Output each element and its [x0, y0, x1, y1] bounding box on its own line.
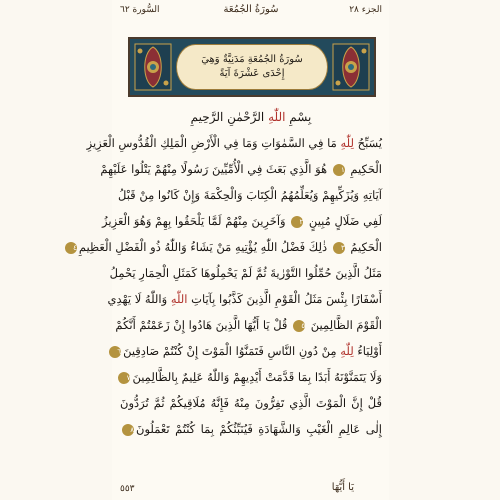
- ayah-marker: ٢: [291, 216, 303, 228]
- verse-line: [107, 286, 382, 312]
- catchword: يَا أَيُّهَا: [331, 482, 354, 493]
- line-text: مَثَلُ الَّذِينَ حُمِّلُوا التَّوْرٰيةَ ثُمَّ لَمْ يَحْمِلُوهَا كَمَثَلِ الْحِمَارِ يَحْمِلُ: [109, 266, 382, 280]
- ayah-marker: ٦: [109, 346, 121, 358]
- line-text: وَاللّٰهُ لَا يَهْدِي: [107, 292, 171, 306]
- ornament-right-icon: [332, 43, 370, 91]
- ayah-marker: ٧: [118, 372, 130, 384]
- ayah-marker: ١: [333, 164, 345, 176]
- banner-line-1: سُورَةُ الجُمُعَةِ مَدَنِيَّةٌ وَهِيَ: [201, 54, 303, 65]
- divine-name: لِلّٰهِ: [340, 344, 354, 358]
- verse-line: [120, 390, 382, 416]
- page-number: ٥٥٣: [120, 484, 135, 494]
- line-text: الْحَكِيمِ: [346, 162, 382, 176]
- surah-number: السُّورة ٦٢: [120, 5, 160, 15]
- line-text: وَآخَرِينَ مِنْهُمْ لَمَّا يَلْحَقُوا بِهِمْ وَهُوَ الْعَزِيزُ: [102, 214, 290, 228]
- line-text: الْقَوْمَ الظَّالِمِينَ: [307, 318, 382, 332]
- line-text: هُوَ الَّذِي بَعَثَ فِي الْأُمِّيِّينَ رَسُولًا مِنْهُمْ يَتْلُوا عَلَيْهِمْ: [100, 162, 331, 176]
- basmala-word-3: الرَّحْمٰنِ الرَّحِيمِ: [190, 110, 265, 124]
- line-text: لَفِي ضَلَالٍ مُبِينٍ: [305, 214, 382, 228]
- ornament-left-icon: [134, 43, 172, 91]
- basmala-word-1: بِسْمِ: [289, 110, 312, 124]
- ayah-marker: ٥: [293, 320, 305, 332]
- verse-line: [120, 364, 382, 390]
- verse-line: [109, 260, 382, 286]
- banner-cartouche: [176, 44, 328, 90]
- verse-line: [120, 416, 382, 442]
- line-text: الْحَكِيمُ: [346, 240, 382, 254]
- ayah-marker: ٤: [65, 242, 77, 254]
- line-text: مِنْ دُونِ النَّاسِ فَتَمَنَّوُا الْمَوْتَ إِنْ كُنْتُمْ صَادِقِينَ: [123, 344, 341, 358]
- divine-name: لِلّٰهِ: [340, 136, 354, 150]
- page-header: [120, 3, 382, 19]
- line-text: قُلْ يَا أَيُّهَا الَّذِينَ هَادُوا إِنْ زَعَمْتُمْ أَنَّكُمْ: [115, 318, 292, 332]
- verse-line: [117, 182, 382, 208]
- verse-line: [102, 208, 382, 234]
- verse-line: [100, 156, 382, 182]
- verse-line: [73, 234, 382, 260]
- verse-line: [115, 312, 382, 338]
- verse-line: [117, 338, 382, 364]
- line-text: مَا فِي السَّمٰوَاتِ وَمَا فِي الْأَرْضِ الْمَلِكِ الْقُدُّوسِ الْعَزِيزِ: [86, 136, 341, 150]
- basmala-word-2: اللّٰهِ: [268, 110, 286, 124]
- divine-name: اللّٰهِ: [170, 292, 188, 306]
- line-text: أَسْفَارًا بِئْسَ مَثَلُ الْقَوْمِ الَّذِينَ كَذَّبُوا بِآيَاتِ: [187, 292, 382, 306]
- verse-line: [86, 130, 382, 156]
- basmala: [120, 104, 382, 130]
- line-text: وَلَا يَتَمَنَّوْنَهُ أَبَدًا بِمَا قَدَّمَتْ أَيْدِيهِمْ وَاللّٰهُ عَلِيمٌ بِالظَّالِمِينَ: [132, 370, 382, 384]
- ayah-marker: ٨: [122, 424, 134, 436]
- surah-title: سُورَةُ الجُمُعَة: [223, 4, 279, 15]
- verse-lines: [73, 104, 382, 442]
- line-text: يُسَبِّحُ: [353, 136, 382, 150]
- juz-label: الجزء ٢٨: [349, 5, 382, 15]
- surah-banner: [128, 37, 376, 97]
- line-text: ذٰلِكَ فَضْلُ اللّٰهِ يُؤْتِيهِ مَنْ يَشَاءُ وَاللّٰهُ ذُو الْفَضْلِ الْعَظِيمِ: [78, 240, 331, 254]
- line-text: قُلْ إِنَّ الْمَوْتَ الَّذِي تَفِرُّونَ مِنْهُ فَإِنَّهُ مُلَاقِيكُمْ ثُمَّ تُرَدُّونَ: [120, 396, 382, 410]
- banner-line-2: إِحْدَى عَشْرَةَ آيَةً: [219, 68, 285, 79]
- line-text: أَوْلِيَاءُ: [353, 344, 382, 358]
- page-footer: [120, 482, 382, 498]
- ayah-marker: ٣: [333, 242, 345, 254]
- line-text: إِلٰى عَالِمِ الْغَيْبِ وَالشَّهَادَةِ فَيُنَبِّئُكُمْ بِمَا كُنْتُمْ تَعْمَلُونَ: [136, 422, 382, 436]
- line-text: آيَاتِهِ وَيُزَكِّيهِمْ وَيُعَلِّمُهُمُ الْكِتَابَ وَالْحِكْمَةَ وَإِنْ كَانُوا مِنْ قَبْلُ: [117, 188, 382, 202]
